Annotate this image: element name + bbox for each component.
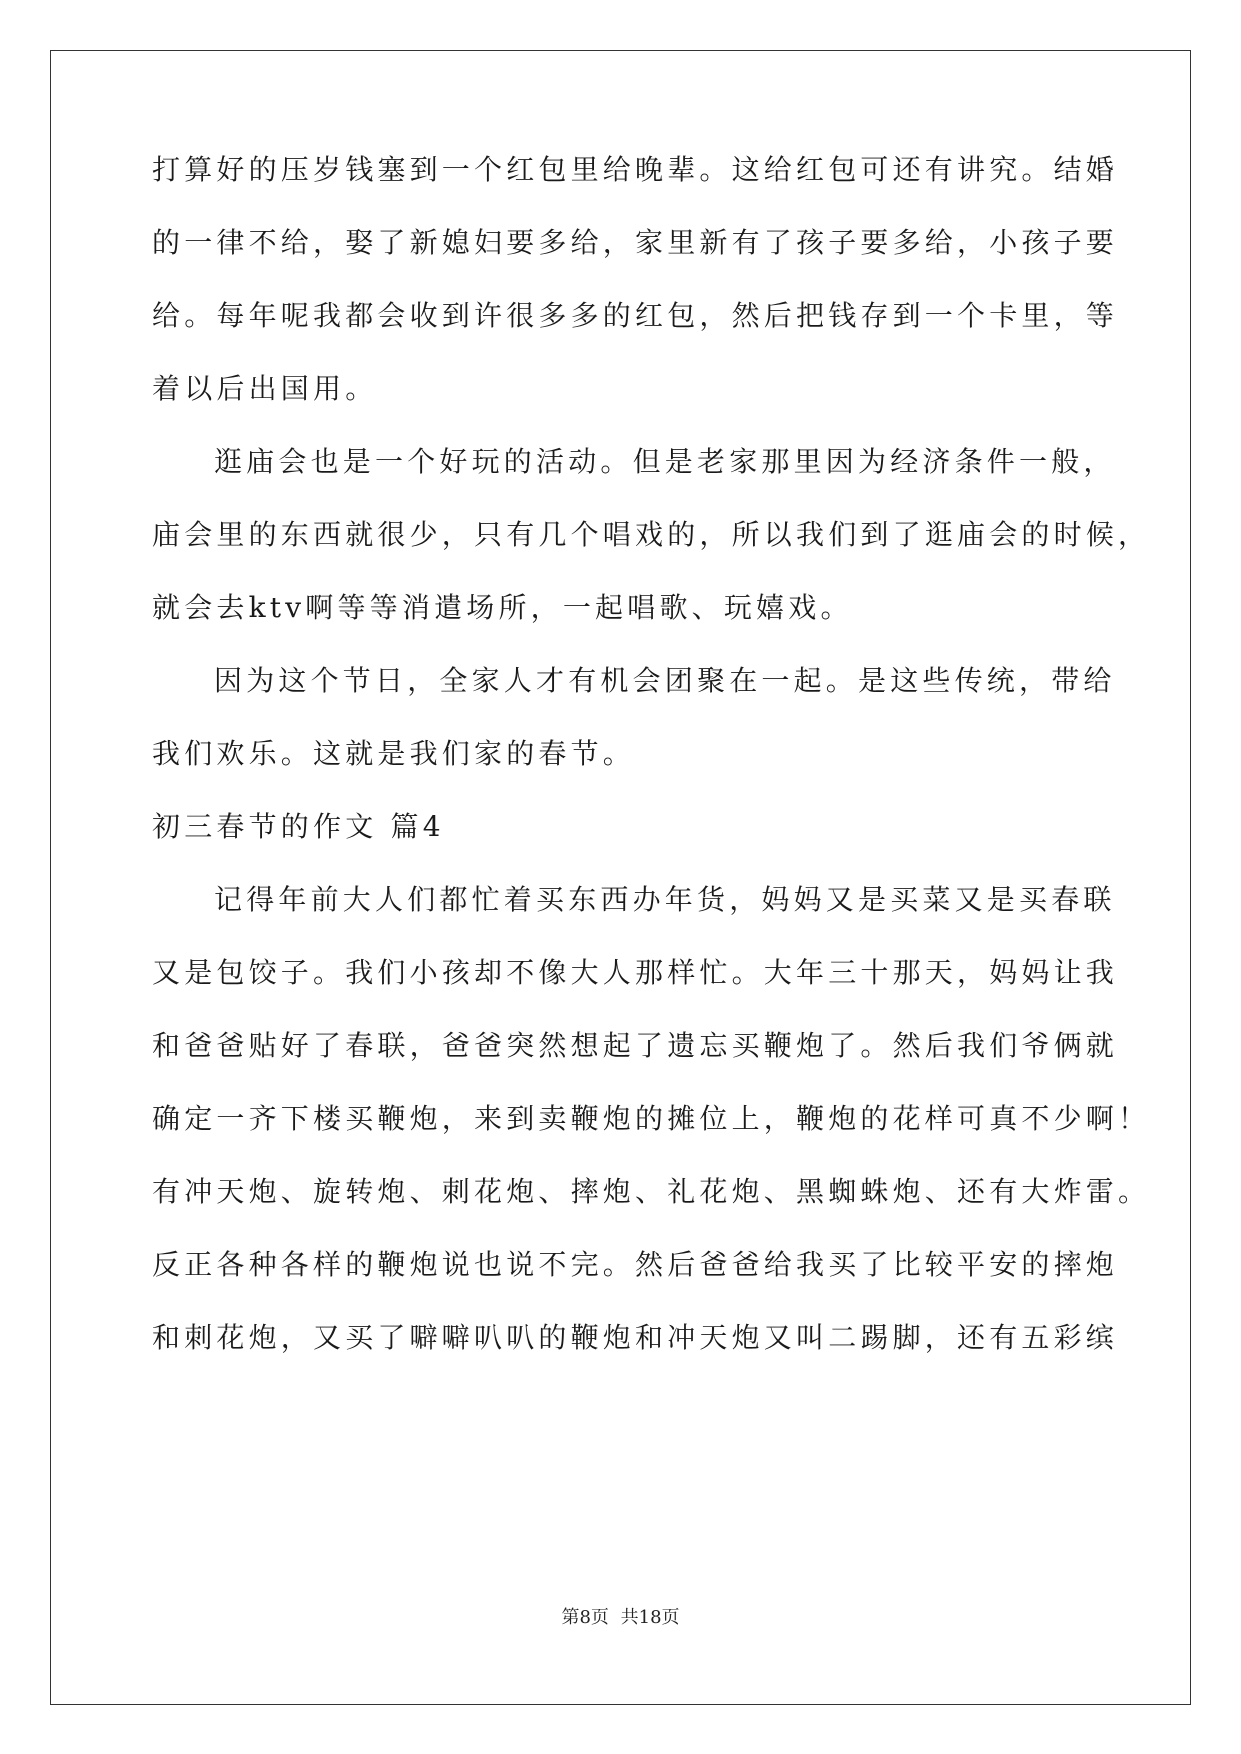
- text-line: 着以后出国用。: [152, 372, 378, 405]
- text-line: 的一律不给，娶了新媳妇要多给，家里新有了孩子要多给，小孩子要: [152, 226, 1119, 259]
- page-footer: [0, 1606, 1241, 1630]
- text-line: 反正各种各样的鞭炮说也说不完。然后爸爸给我买了比较平安的摔炮: [152, 1248, 1119, 1281]
- text-line: 和刺花炮，又买了噼噼叭叭的鞭炮和冲天炮又叫二踢脚，还有五彩缤: [152, 1321, 1119, 1354]
- text-line: 有冲天炮、旋转炮、刺花炮、摔炮、礼花炮、黑蜘蛛炮、还有大炸雷。: [152, 1175, 1151, 1208]
- page-total: 共18页: [620, 1607, 680, 1628]
- section-heading: 初三春节的作文 篇4: [152, 810, 445, 843]
- text-line: 打算好的压岁钱塞到一个红包里给晚辈。这给红包可还有讲究。结婚: [152, 153, 1119, 186]
- text-line: 和爸爸贴好了春联，爸爸突然想起了遗忘买鞭炮了。然后我们爷俩就: [152, 1029, 1119, 1062]
- text-line-indented: 记得年前大人们都忙着买东西办年货，妈妈又是买菜又是买春联: [214, 883, 1116, 916]
- text-line: 给。每年呢我都会收到许很多多的红包，然后把钱存到一个卡里，等: [152, 299, 1119, 332]
- text-line-indented: 逛庙会也是一个好玩的活动。但是老家那里因为经济条件一般，: [214, 445, 1116, 478]
- text-line: 我们欢乐。这就是我们家的春节。: [152, 737, 636, 770]
- page-number: 第8页: [561, 1607, 609, 1628]
- text-line: 庙会里的东西就很少，只有几个唱戏的，所以我们到了逛庙会的时候，: [152, 518, 1151, 551]
- text-line: 又是包饺子。我们小孩却不像大人那样忙。大年三十那天，妈妈让我: [152, 956, 1119, 989]
- text-line-indented: 因为这个节日，全家人才有机会团聚在一起。是这些传统，带给: [214, 664, 1116, 697]
- text-line: 就会去ktv啊等等消遣场所，一起唱歌、玩嬉戏。: [152, 591, 853, 624]
- text-line: 确定一齐下楼买鞭炮，来到卖鞭炮的摊位上，鞭炮的花样可真不少啊！: [152, 1102, 1151, 1135]
